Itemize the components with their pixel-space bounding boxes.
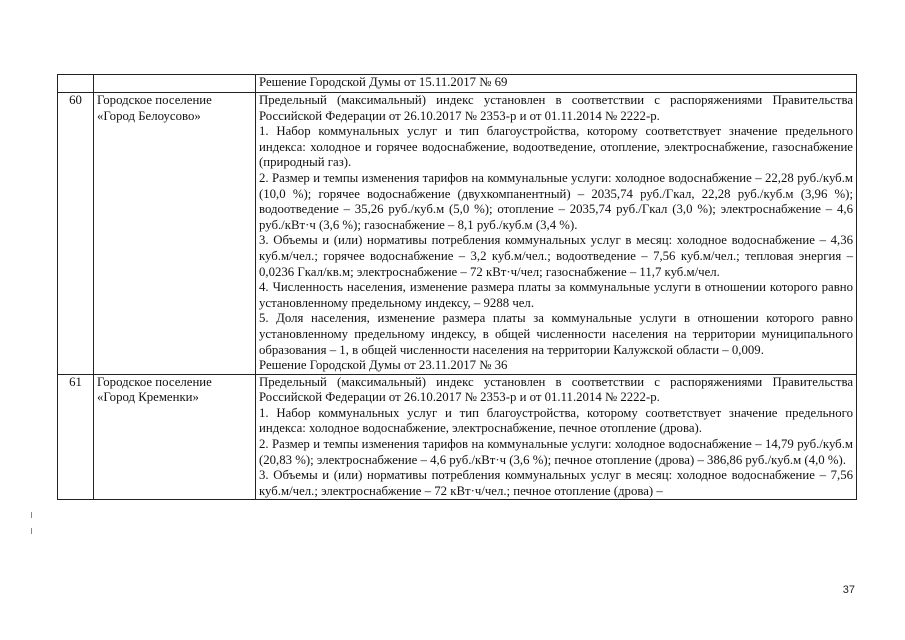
scan-margin-mark	[31, 528, 32, 534]
decision-text: Решение Городской Думы от 23.11.2017 № 36	[259, 358, 508, 373]
paragraph: 2. Размер и темпы изменения тарифов на коммунальные услуги: холодное водоснабжение – 22,28 руб./куб.м (10,0 %); горячее водоснабжение (двухкомпанентный) – 2035,74 руб./Гкал, 22,28 руб./куб.м (3,96 %); водоотведение – 35,26 руб./куб.м (5,0 %); отопление – 2035,74 руб./Гкал (3,0 %); электроснабжение – 4,6 руб./кВт·ч (3,6 %); газоснабжение – 8,1 руб./куб.м (3,4 %).	[259, 170, 853, 232]
settlement-type: Городское поселение	[97, 374, 212, 389]
paragraph: 2. Размер и темпы изменения тарифов на коммунальные услуги: холодное водоснабжение – 14,79 руб./куб.м (20,83 %); электроснабжение – 4,6 руб./кВт·ч (3,6 %); печное отопление (дрова) – 386,86 руб./куб.м (4,0 %).	[259, 437, 853, 467]
settlement-title: «Город Кременки»	[97, 390, 199, 405]
settlement-title: «Город Белоусово»	[97, 108, 201, 123]
paragraph: 3. Объемы и (или) нормативы потребления коммунальных услуг в месяц: холодное водоснабжение – 4,36 куб.м/чел.; горячее водоснабжение – 3,2 куб.м/чел.; водоотведение – 7,56 куб.м/чел.; тепловая энергия – 0,0236 Гкал/кв.м; электроснабжение – 72 кВт·ч/чел; газоснабжение – 11,7 куб.м/чел.	[259, 233, 853, 279]
row-number: 60	[58, 93, 94, 375]
table-row-header	[58, 75, 857, 93]
decision-text: Решение Городской Думы от 15.11.2017 № 69	[259, 75, 508, 89]
paragraph: 3. Объемы и (или) нормативы потребления коммунальных услуг в месяц: холодное водоснабжение – 7,56 куб.м/чел.; электроснабжение – 72 кВт·ч/чел.; печное отопление (дрова) –	[259, 468, 853, 498]
table-row	[58, 374, 857, 500]
settlement-name	[94, 374, 256, 500]
index-description	[256, 93, 857, 375]
settlement-cell	[94, 75, 256, 93]
paragraph: 1. Набор коммунальных услуг и тип благоустройства, которому соответствует значение предельного индекса: холодное водоснабжение, электроснабжение, печное отопление (дрова).	[259, 405, 853, 436]
paragraph: Предельный (максимальный) индекс установлен в соответствии с распоряжениями Правительства Российской Федерации от 26.10.2017 № 2353-р и от 01.11.2014 № 2222-р.	[259, 93, 853, 123]
settlement-name	[94, 93, 256, 375]
paragraph: 4. Численность населения, изменение размера платы за коммунальные услуги в отношении которого равно установленному предельному индексу, – 9288 чел.	[259, 280, 853, 310]
page-number: 37	[842, 584, 855, 596]
tariff-index-table	[57, 74, 857, 500]
decision-cell	[256, 75, 857, 93]
index-description	[256, 374, 857, 500]
paragraph: 1. Набор коммунальных услуг и тип благоустройства, которому соответствует значение предельного индекса: холодное и горячее водоснабжение, водоотведение, отопление, электроснабжение, газоснабжение (природный газ).	[259, 124, 853, 170]
num-cell	[58, 75, 94, 93]
scan-margin-mark	[31, 512, 32, 518]
row-number: 61	[58, 374, 94, 500]
settlement-type: Городское поселение	[97, 93, 212, 107]
paragraph: Предельный (максимальный) индекс установлен в соответствии с распоряжениями Правительства Российской Федерации от 26.10.2017 № 2353-р и от 01.11.2014 № 2222-р.	[259, 374, 853, 405]
table-row	[58, 93, 857, 375]
paragraph: 5. Доля населения, изменение размера платы за коммунальные услуги в отношении которого равно установленному предельному индексу, в общей численности населения на территории муниципального образования – 1, в общей численности населения на территории Калужской области – 0,009.	[259, 311, 853, 357]
